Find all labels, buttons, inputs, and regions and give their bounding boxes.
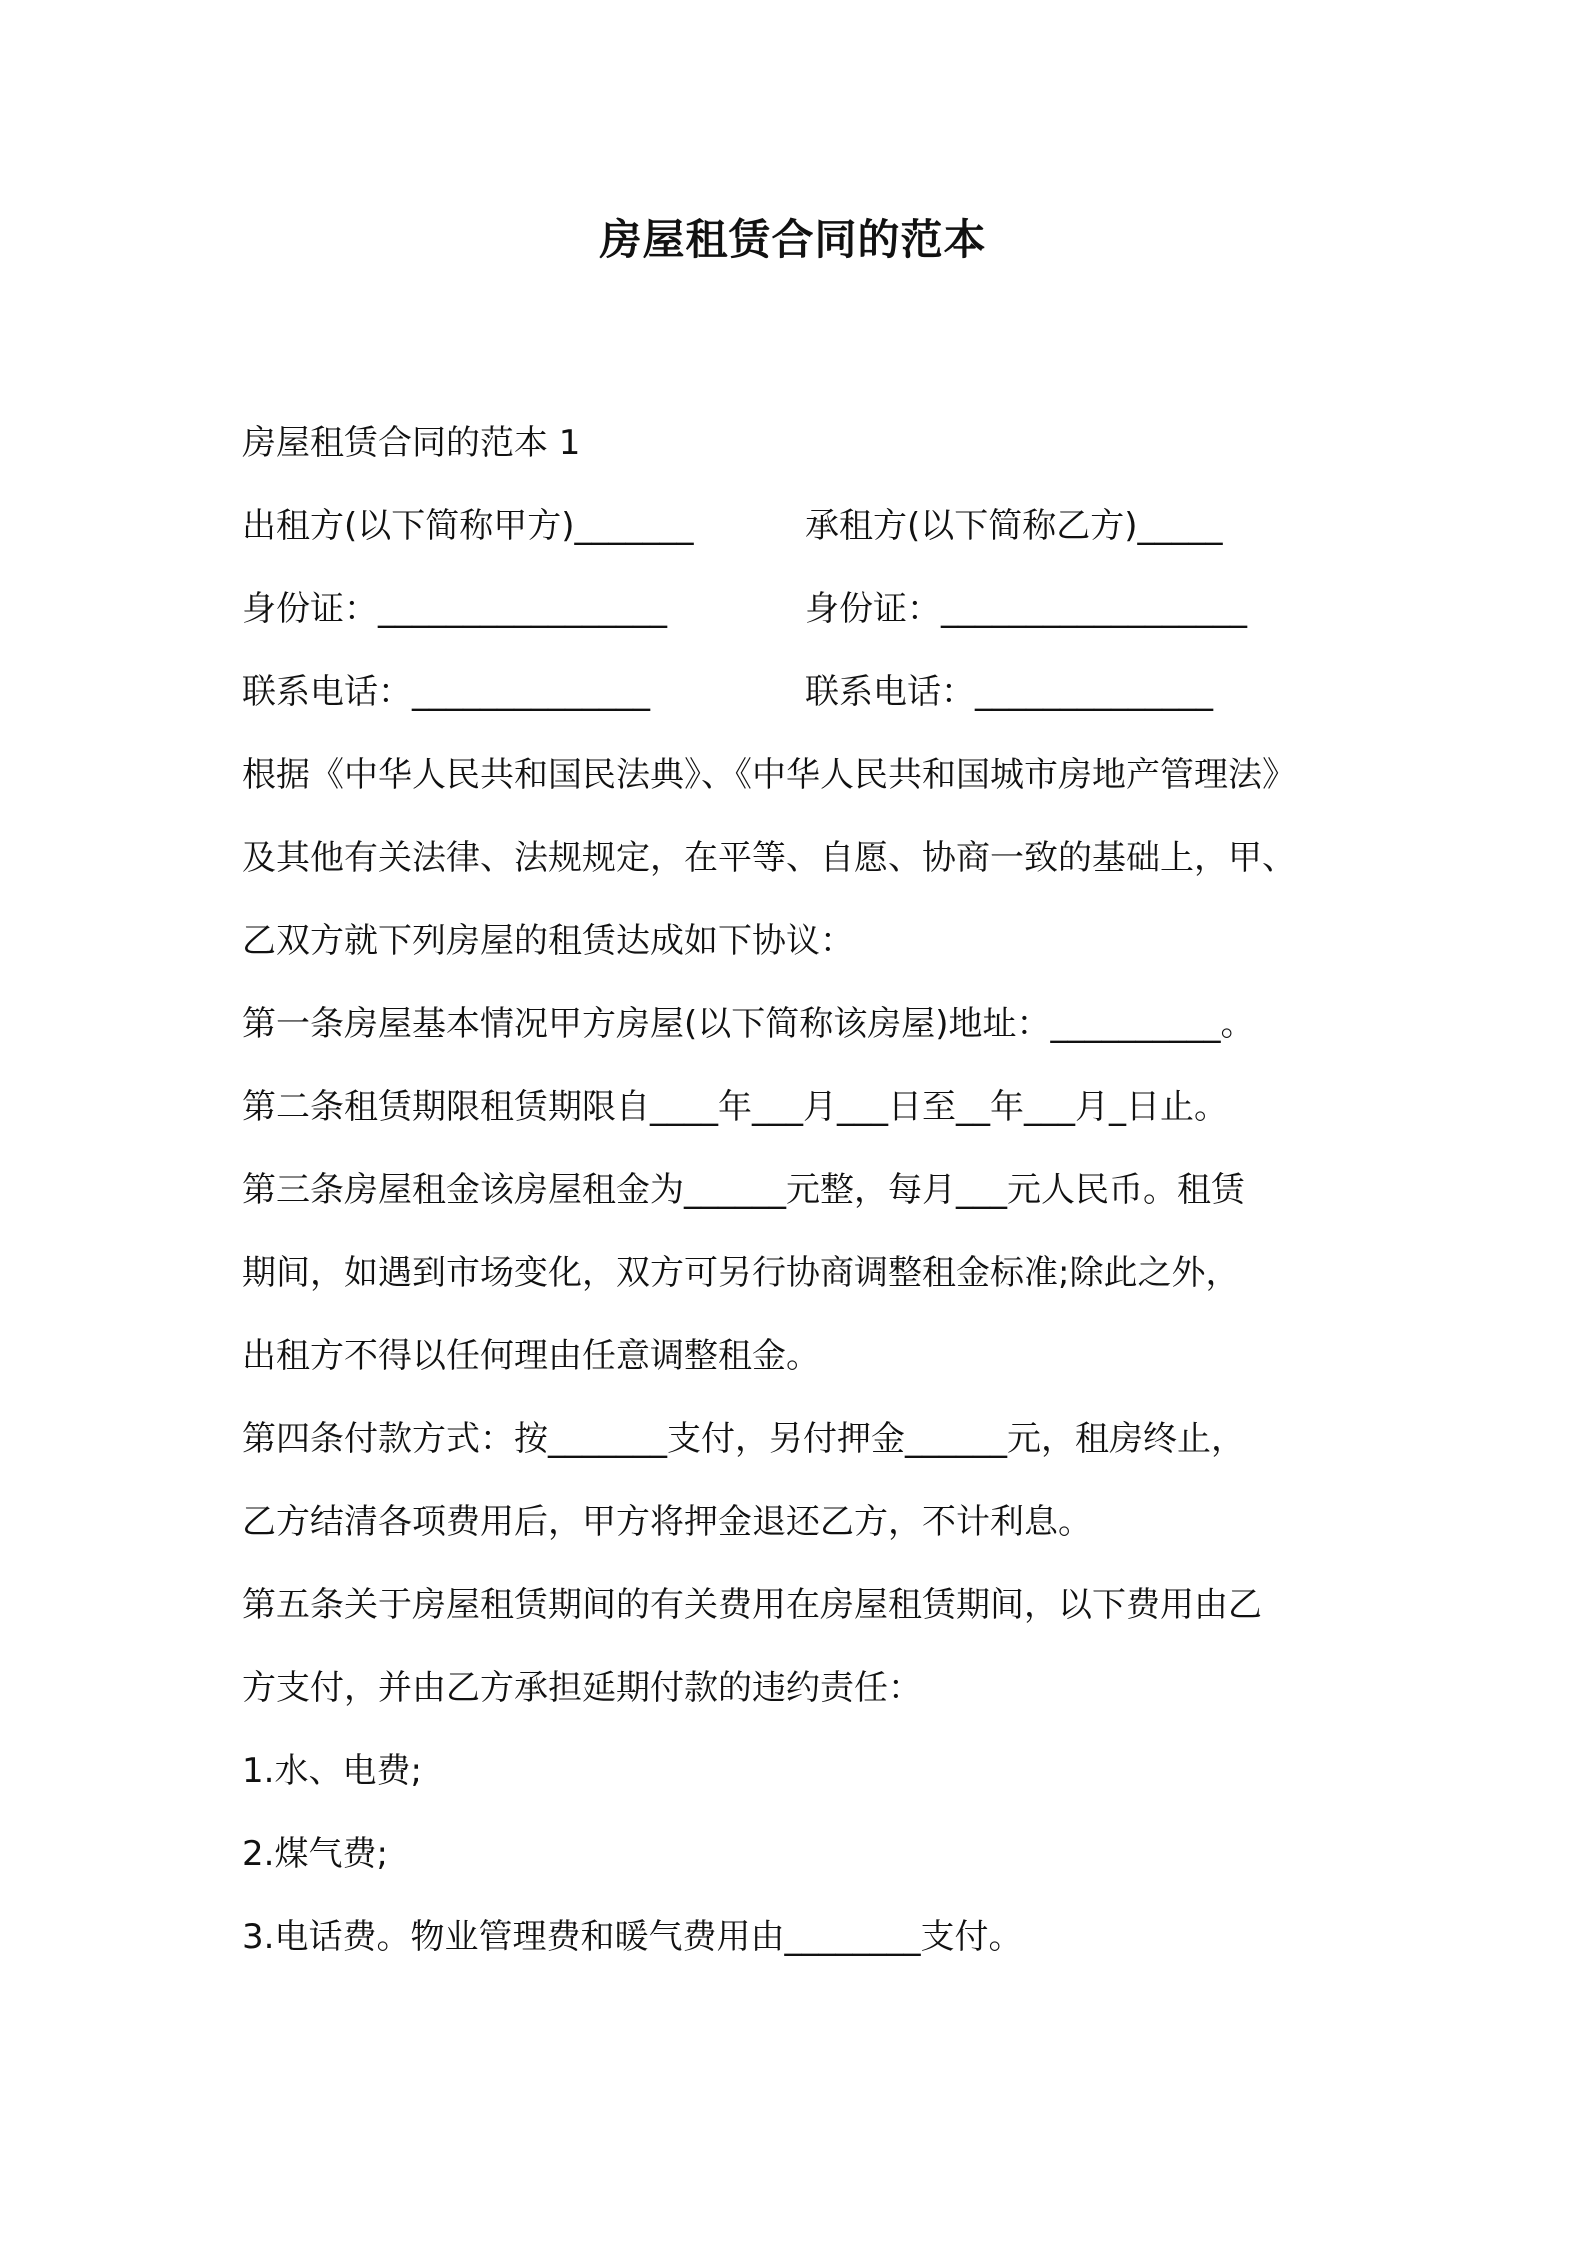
preamble-line-2: 及其他有关法律、法规规定，在平等、自愿、协商一致的基础上，甲、 xyxy=(242,838,1296,878)
party-row-name xyxy=(242,491,1352,574)
party-row-phone xyxy=(242,657,1352,740)
list-item-1: 1.水、电费; xyxy=(242,1751,422,1791)
document-title: 房屋租赁合同的范本 xyxy=(599,215,987,264)
article-3-line-3: 出租方不得以任何理由任意调整租金。 xyxy=(242,1336,820,1376)
lessor-field: 出租方(以下简称甲方)_______ xyxy=(242,506,694,546)
list-item-2: 2.煤气费; xyxy=(242,1834,388,1874)
document-subtitle: 房屋租赁合同的范本 1 xyxy=(242,423,581,463)
article-4-line-1: 第四条付款方式：按_______支付，另付押金______元，租房终止， xyxy=(242,1419,1245,1459)
article-2: 第二条租赁期限租赁期限自____年___月___日至__年___月_日止。 xyxy=(242,1087,1228,1127)
article-5-line-2: 方支付，并由乙方承担延期付款的违约责任： xyxy=(242,1668,922,1708)
preamble-line-1: 根据《中华人民共和国民法典》、《中华人民共和国城市房地产管理法》 xyxy=(242,755,1296,795)
article-1: 第一条房屋基本情况甲方房屋(以下简称该房屋)地址：__________。 xyxy=(242,1004,1255,1044)
party-row-id xyxy=(242,574,1352,657)
list-item-3: 3.电话费。物业管理费和暖气费用由________支付。 xyxy=(242,1917,1023,1957)
lessee-id-field: 身份证：__________________ xyxy=(805,589,1247,629)
article-3-line-1: 第三条房屋租金该房屋租金为______元整，每月___元人民币。租赁 xyxy=(242,1170,1245,1210)
lessor-id-field: 身份证：_________________ xyxy=(242,589,667,629)
lessee-phone-field: 联系电话：______________ xyxy=(805,672,1213,712)
article-5-line-1: 第五条关于房屋租赁期间的有关费用在房屋租赁期间，以下费用由乙 xyxy=(242,1585,1262,1625)
article-4-line-2: 乙方结清各项费用后，甲方将押金退还乙方，不计利息。 xyxy=(242,1502,1092,1542)
lessee-field: 承租方(以下简称乙方)_____ xyxy=(805,506,1223,546)
article-3-line-2: 期间，如遇到市场变化，双方可另行协商调整租金标准;除此之外， xyxy=(242,1253,1240,1293)
document-body xyxy=(242,408,1352,1985)
lessor-phone-field: 联系电话：______________ xyxy=(242,672,650,712)
preamble-line-3: 乙双方就下列房屋的租赁达成如下协议： xyxy=(242,921,854,961)
